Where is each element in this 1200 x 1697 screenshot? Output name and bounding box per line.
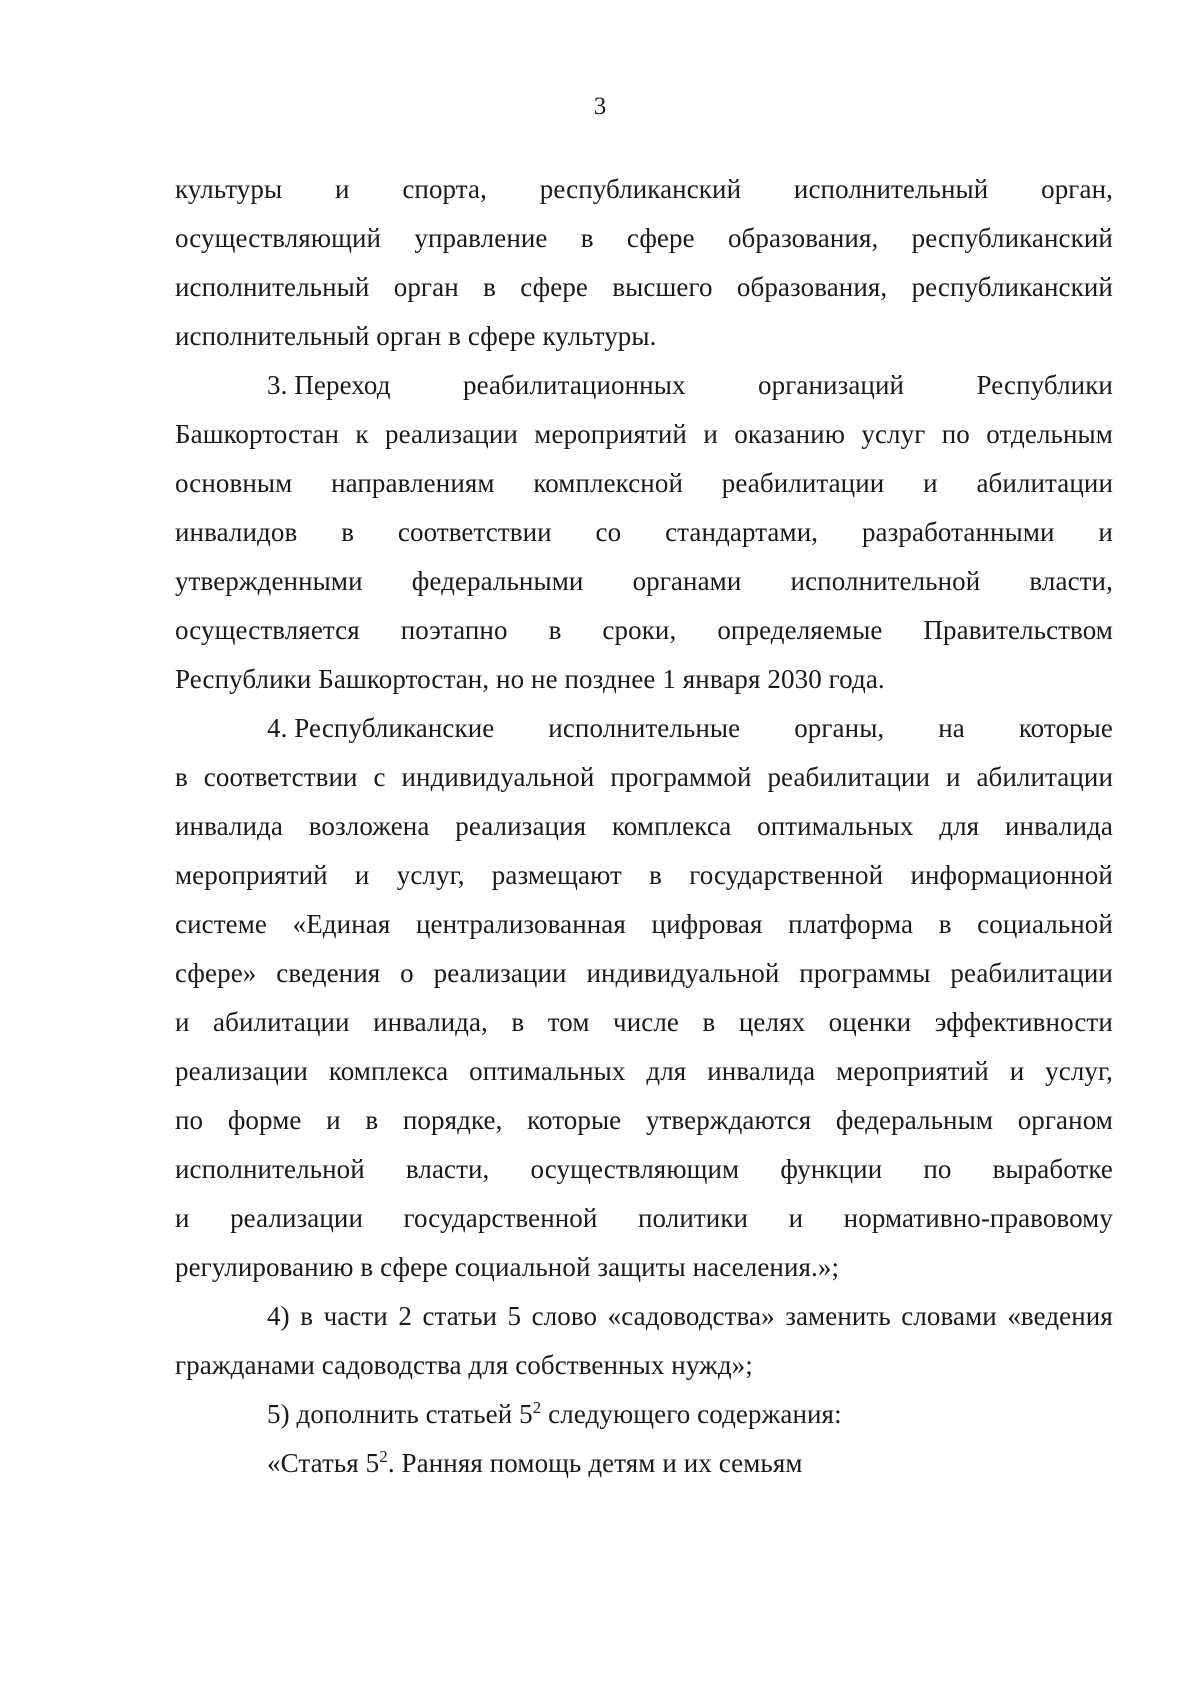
word: в [175, 762, 188, 792]
word: образования, [736, 272, 888, 302]
word: на [938, 713, 965, 743]
word: для [939, 811, 980, 841]
word: индивидуальной [401, 762, 595, 792]
text-line [175, 606, 1113, 655]
text-line [175, 459, 1113, 508]
word: политики [637, 1203, 749, 1233]
word: комплекса [611, 811, 732, 841]
word: сфере» [175, 958, 257, 988]
word: реализации [175, 1056, 308, 1086]
word: и [945, 762, 961, 792]
word: комплекса [328, 1056, 449, 1086]
word: осуществляющий [175, 223, 382, 253]
word: высшего [612, 272, 713, 302]
text-line [175, 704, 1113, 753]
word: в [702, 1007, 716, 1037]
word: сведения [276, 958, 381, 988]
word: в [511, 1007, 525, 1037]
text-line [175, 1047, 1113, 1096]
word: форме [227, 1105, 302, 1135]
word: орган [393, 272, 459, 302]
word: по [941, 419, 970, 449]
text-line [175, 949, 1113, 998]
word: функции [780, 1154, 883, 1184]
word: и [923, 468, 938, 498]
text-line [175, 1145, 1113, 1194]
word: в [300, 1301, 314, 1331]
text-line [175, 900, 1113, 949]
item-5-line [175, 1390, 1113, 1439]
word: числе [613, 1007, 680, 1037]
word: власти, [1029, 566, 1113, 596]
word: о [400, 958, 414, 988]
document-body [175, 165, 1113, 1488]
word: и [175, 1007, 190, 1037]
word: в [365, 1105, 379, 1135]
word: слово [531, 1301, 598, 1331]
word: порядке, [402, 1105, 503, 1135]
text-line [175, 508, 1113, 557]
word: платформа [788, 909, 914, 939]
text-line: исполнительный орган в сфере культуры. [175, 321, 657, 351]
word: государственной [689, 860, 884, 890]
word: программы [799, 958, 931, 988]
word: исполнительной [175, 1154, 365, 1184]
word: и [703, 419, 718, 449]
word: которые [527, 1105, 622, 1135]
text-line: гражданами садоводства для собственных нужд»; [175, 1350, 753, 1380]
item-5-superscript: 2 [532, 1398, 542, 1417]
word: утверждаются [645, 1105, 812, 1135]
word: целях [738, 1007, 806, 1037]
word: в [548, 615, 562, 645]
word: инвалида [707, 1056, 816, 1086]
word: реализации [433, 958, 567, 988]
word: орган, [1041, 174, 1113, 204]
word: 4) [267, 1301, 290, 1331]
word: исполнительной [790, 566, 981, 596]
word: со [595, 517, 622, 547]
word: исполнительный [175, 272, 370, 302]
word: организаций [758, 370, 905, 400]
word: заменить [785, 1301, 891, 1331]
page-number: 3 [593, 93, 607, 120]
word: инвалида, [373, 1007, 488, 1037]
text-line [175, 557, 1113, 606]
word: исполнительный [793, 174, 989, 204]
word: разработанными [861, 517, 1055, 547]
word: мероприятий [836, 1056, 989, 1086]
article-heading [175, 1439, 1113, 1488]
word: управление [414, 223, 548, 253]
item-5-text-after: следующего содержания: [541, 1399, 842, 1429]
text-line [175, 263, 1113, 312]
word: спорта, [402, 174, 487, 204]
word: услуг, [396, 860, 465, 890]
word: по [175, 1105, 204, 1135]
word: реализации [230, 1203, 364, 1233]
word: 3. Переход [267, 370, 391, 400]
word: реализация [455, 811, 587, 841]
word: и [334, 174, 350, 204]
word: Башкортостан [175, 419, 340, 449]
text-line [175, 753, 1113, 802]
word: и [1098, 517, 1113, 547]
word: органом [1017, 1105, 1113, 1135]
word: соответствии [203, 762, 358, 792]
word: мероприятий [175, 860, 328, 890]
word: республиканский [911, 223, 1113, 253]
article-heading-text-after: . Ранняя помощь детям и их семьям [387, 1448, 803, 1478]
word: 4. Республиканские [267, 713, 495, 743]
word: выработке [992, 1154, 1113, 1184]
word: абилитации [976, 762, 1113, 792]
word: определяемые [717, 615, 883, 645]
article-heading-text: «Статья 5 [267, 1448, 380, 1478]
word: оптимальных [757, 811, 914, 841]
word: и [354, 860, 370, 890]
word: в [483, 272, 496, 302]
word: и [326, 1105, 341, 1135]
word: индивидуальной [586, 958, 780, 988]
word: инвалидов [175, 517, 298, 547]
word: «ведения [1007, 1301, 1113, 1331]
word: эффективности [934, 1007, 1113, 1037]
word: статьи [422, 1301, 498, 1331]
text-line: Республики Башкортостан, но не позднее 1 января 2030 года. [175, 664, 885, 694]
word: образования, [727, 223, 879, 253]
word: информационной [910, 860, 1113, 890]
word: инвалида [1004, 811, 1113, 841]
word: к [355, 419, 369, 449]
text-line [175, 998, 1113, 1047]
text-line [175, 851, 1113, 900]
word: основным [175, 468, 293, 498]
word: оценки [828, 1007, 912, 1037]
text-line [175, 410, 1113, 459]
word: размещают [491, 860, 622, 890]
word: культуры [175, 174, 283, 204]
word: услуг, [1045, 1056, 1113, 1086]
word: сфере [520, 272, 589, 302]
text-line [175, 214, 1113, 263]
word: в [938, 909, 952, 939]
word: соответствии [397, 517, 552, 547]
word: направлениям [331, 468, 495, 498]
word: органами [632, 566, 742, 596]
word: услуг [861, 419, 926, 449]
word: для [646, 1056, 687, 1086]
word: в [341, 517, 355, 547]
word: централизованная [415, 909, 626, 939]
word: программой [610, 762, 752, 792]
word: 5 [507, 1301, 522, 1331]
word: федеральными [411, 566, 584, 596]
word: государственной [403, 1203, 598, 1233]
word: реабилитационных [463, 370, 686, 400]
word: республиканский [539, 174, 742, 204]
word: отдельным [986, 419, 1113, 449]
word: инвалида [175, 811, 283, 841]
word: власти, [405, 1154, 490, 1184]
word: сфере [626, 223, 695, 253]
word: словами [901, 1301, 997, 1331]
article-heading-superscript: 2 [379, 1447, 388, 1466]
item-5-text: 5) дополнить статьей 5 [267, 1399, 533, 1429]
word: 2 [398, 1301, 412, 1331]
word: комплексной [533, 468, 683, 498]
word: в [580, 223, 594, 253]
word: и [175, 1203, 190, 1233]
text-line [175, 165, 1113, 214]
word: поэтапно [400, 615, 508, 645]
word: цифровая [651, 909, 763, 939]
word: в [649, 860, 663, 890]
word: сроки, [602, 615, 677, 645]
word: реализации [384, 419, 518, 449]
word: оптимальных [469, 1056, 626, 1086]
word: и [1009, 1056, 1025, 1086]
text-line [175, 1096, 1113, 1145]
word: которые [1018, 713, 1113, 743]
word: нормативно-правовому [843, 1203, 1113, 1233]
word: реабилитации [721, 468, 885, 498]
word: федеральным [835, 1105, 994, 1135]
word: абилитации [976, 468, 1113, 498]
body-lines [175, 165, 1113, 1390]
word: осуществляющим [530, 1154, 740, 1184]
word: Правительством [923, 615, 1113, 645]
word: Республики [976, 370, 1113, 400]
word: реабилитации [767, 762, 931, 792]
text-line [175, 1194, 1113, 1243]
text-line: регулированию в сфере социальной защиты населения.»; [175, 1252, 840, 1282]
word: по [923, 1154, 952, 1184]
word: и [788, 1203, 804, 1233]
word: системе [175, 909, 267, 939]
word: исполнительные [548, 713, 741, 743]
word: оказанию [734, 419, 845, 449]
word: «Единая [292, 909, 391, 939]
word: мероприятий [534, 419, 687, 449]
word: части [323, 1301, 388, 1331]
word: с [373, 762, 386, 792]
text-line [175, 361, 1113, 410]
word: социальной [977, 909, 1113, 939]
word: абилитации [213, 1007, 350, 1037]
word: утвержденными [175, 566, 363, 596]
word: стандартами, [665, 517, 819, 547]
word: «садоводства» [607, 1301, 775, 1331]
word: возложена [308, 811, 430, 841]
word: республиканский [911, 272, 1113, 302]
word: органы, [794, 713, 885, 743]
word: том [547, 1007, 590, 1037]
word: реабилитации [950, 958, 1113, 988]
text-line [175, 802, 1113, 851]
text-line [175, 1292, 1113, 1341]
word: осуществляется [175, 615, 360, 645]
